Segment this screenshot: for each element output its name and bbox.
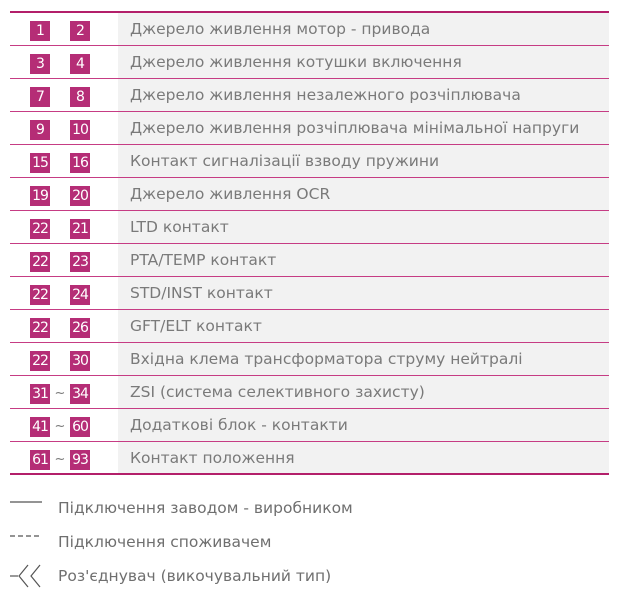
- pin-badge-start: 22: [30, 219, 50, 239]
- pin-badge-start: 7: [30, 87, 50, 107]
- terminal-row: [10, 178, 609, 211]
- terminal-description: Джерело живлення розчіплювача мінімальної напруги: [118, 112, 609, 144]
- legend-label: Підключення споживачем: [58, 533, 272, 551]
- pin-badge-end: 21: [70, 219, 90, 239]
- range-separator: ~: [54, 386, 66, 401]
- terminal-row: [10, 343, 609, 376]
- pin-badge-end: 2: [70, 21, 90, 41]
- pin-cell: [10, 79, 118, 111]
- pin-cell: [10, 211, 118, 243]
- pin-badge-end: 60: [70, 417, 90, 437]
- pin-cell: [10, 145, 118, 177]
- terminal-description: Вхідна клема трансформатора струму нейтралі: [118, 343, 609, 375]
- terminal-description: PTA/TEMP контакт: [118, 244, 609, 276]
- terminal-description: STD/INST контакт: [118, 277, 609, 309]
- pin-badge-end: 23: [70, 252, 90, 272]
- pin-badge-start: 22: [30, 351, 50, 371]
- legend-label: Підключення заводом - виробником: [58, 499, 353, 517]
- pin-badge-start: 1: [30, 21, 50, 41]
- terminal-row: [10, 211, 609, 244]
- pin-badge-start: 3: [30, 54, 50, 74]
- pin-badge-end: 26: [70, 318, 90, 338]
- terminal-row: [10, 310, 609, 343]
- pin-badge-end: 93: [70, 450, 90, 470]
- pin-cell: [10, 46, 118, 78]
- legend-consumer-connection: [10, 526, 610, 558]
- pin-badge-start: 31: [30, 384, 50, 404]
- pin-cell: [10, 112, 118, 144]
- terminal-description: Джерело живлення котушки включення: [118, 46, 609, 78]
- terminal-description: Контакт положення: [118, 442, 609, 473]
- terminal-row: [10, 277, 609, 310]
- terminal-row: [10, 46, 609, 79]
- terminal-description: Контакт сигналізації взводу пружини: [118, 145, 609, 177]
- dashed-line-icon: [10, 526, 46, 558]
- pin-badge-start: 41: [30, 417, 50, 437]
- pin-cell: [10, 376, 118, 408]
- terminal-row: [10, 376, 609, 409]
- pin-badge-start: 22: [30, 285, 50, 305]
- pin-badge-start: 19: [30, 186, 50, 206]
- terminal-row: [10, 244, 609, 277]
- terminal-description: Джерело живлення OCR: [118, 178, 609, 210]
- pin-cell: [10, 343, 118, 375]
- disconnector-icon: [10, 560, 46, 592]
- pin-badge-end: 8: [70, 87, 90, 107]
- range-separator: ~: [54, 419, 66, 434]
- pin-cell: [10, 310, 118, 342]
- terminal-description: Додаткові блок - контакти: [118, 409, 609, 441]
- pin-badge-end: 4: [70, 54, 90, 74]
- pin-badge-end: 20: [70, 186, 90, 206]
- pin-badge-start: 22: [30, 318, 50, 338]
- terminal-row: [10, 409, 609, 442]
- terminal-description: ZSI (система селективного захисту): [118, 376, 609, 408]
- terminal-row: [10, 442, 609, 475]
- pin-badge-start: 9: [30, 120, 50, 140]
- pin-cell: [10, 13, 118, 45]
- terminal-description: LTD контакт: [118, 211, 609, 243]
- pin-badge-end: 24: [70, 285, 90, 305]
- terminal-description: Джерело живлення незалежного розчіплювача: [118, 79, 609, 111]
- terminal-row: [10, 13, 609, 46]
- pin-badge-end: 16: [70, 153, 90, 173]
- pin-badge-end: 34: [70, 384, 90, 404]
- pin-cell: [10, 244, 118, 276]
- pin-badge-end: 30: [70, 351, 90, 371]
- pin-cell: [10, 409, 118, 441]
- terminal-description: Джерело живлення мотор - привода: [118, 13, 609, 45]
- pin-cell: [10, 178, 118, 210]
- pin-badge-end: 10: [70, 120, 90, 140]
- pin-cell: [10, 277, 118, 309]
- solid-line-icon: [10, 492, 46, 524]
- range-separator: ~: [54, 452, 66, 467]
- pin-badge-start: 22: [30, 252, 50, 272]
- pin-badge-start: 61: [30, 450, 50, 470]
- legend-factory-connection: [10, 492, 610, 524]
- terminal-row: [10, 79, 609, 112]
- terminal-row: [10, 145, 609, 178]
- legend-label: Роз'єднувач (викочувальний тип): [58, 567, 332, 585]
- pin-badge-start: 15: [30, 153, 50, 173]
- legend-disconnector: [10, 560, 610, 592]
- pin-cell: [10, 442, 118, 473]
- terminal-description: GFT/ELT контакт: [118, 310, 609, 342]
- terminal-table: [10, 11, 609, 475]
- terminal-row: [10, 112, 609, 145]
